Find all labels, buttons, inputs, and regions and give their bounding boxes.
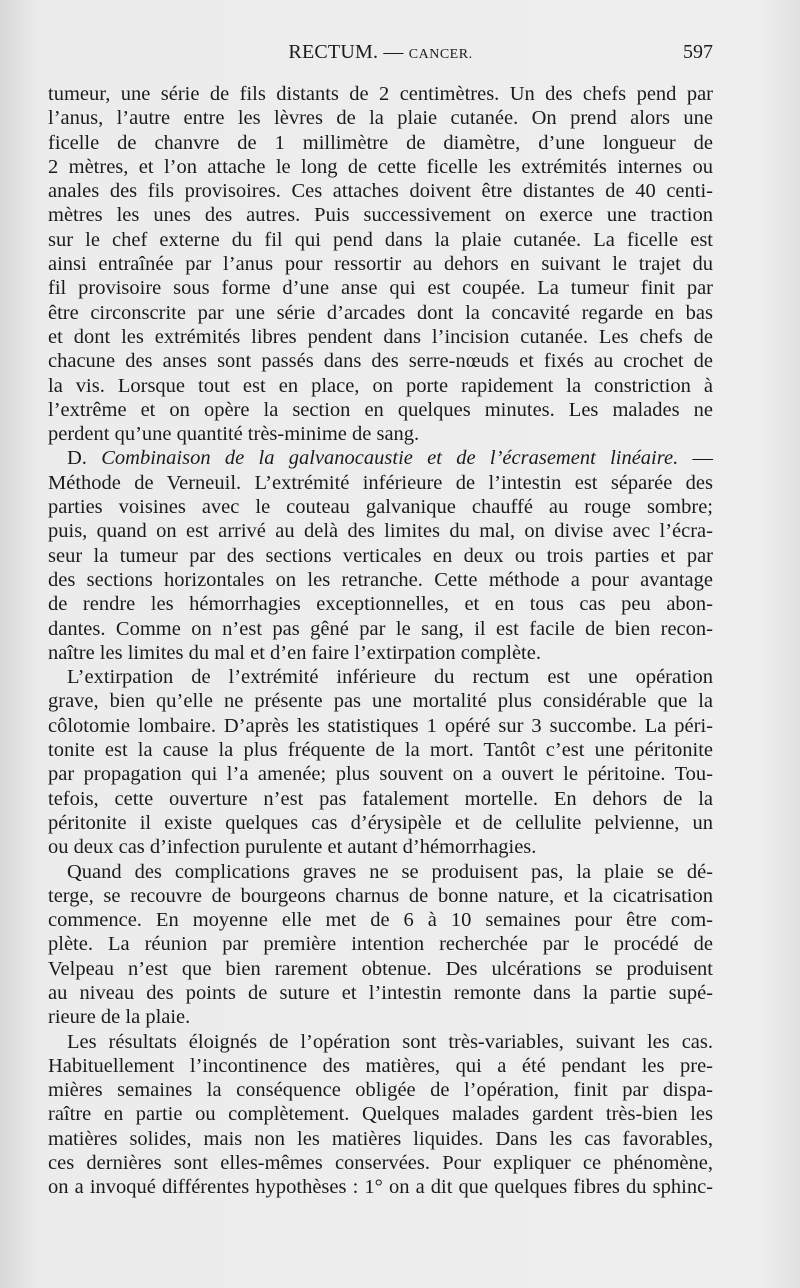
text-line: terge, se recouvre de bourgeons charnus de bonne nature, et la cicatrisation — [48, 884, 713, 907]
text-line: par propagation qui l’a amenée; plus souvent on a ouvert le péritoine. Tou- — [48, 763, 713, 786]
running-title — [48, 41, 713, 64]
text-line: tefois, cette ouverture n’est pas fatalement mortelle. En dehors de la — [48, 787, 713, 810]
page-header — [48, 41, 713, 71]
text-line: et dont les extrémités libres pendent dans l’incision cutanée. Les chefs de — [48, 325, 713, 348]
text-line: naître les limites du mal et d’en faire l’extirpation complète. — [48, 641, 541, 664]
text-line: perdent qu’une quantité très-minime de sang. — [48, 423, 420, 446]
running-title-separator: — — [383, 41, 404, 63]
text-line: de rendre les hémorrhagies exceptionnelles, et en tous cas peu abon- — [48, 593, 713, 616]
section-letter: D. — [67, 447, 102, 470]
text-line: 2 mètres, et l’on attache le long de cette ficelle les extrémités internes ou — [48, 155, 713, 178]
text-line: mètres les unes des autres. Puis successivement on exerce une traction — [48, 204, 713, 227]
text-line: on a invoqué différentes hypothèses : 1° on a dit que quelques fibres du sphinc- — [48, 1176, 713, 1199]
section-heading: Combinaison de la galvanocaustie et de l’écrasement linéaire. — [101, 447, 679, 470]
text-line: ficelle de chanvre de 1 millimètre de diamètre, d’une longueur de — [48, 131, 713, 154]
text-line: des sections horizontales on les retranche. Cette méthode a pour avantage — [48, 568, 713, 591]
text-line: L’extirpation de l’extrémité inférieure du rectum est une opération — [67, 666, 713, 689]
text-line: Les résultats éloignés de l’opération sont très-variables, suivant les cas. — [67, 1030, 713, 1053]
text-line: mières semaines la conséquence obligée de l’opération, finit par dispa- — [48, 1079, 713, 1102]
text-line: rieure de la plaie. — [48, 1006, 191, 1029]
text-line: grave, bien qu’elle ne présente pas une mortalité plus considérable que la — [48, 690, 713, 713]
section-heading-dash: — — [678, 447, 713, 470]
text-line: l’anus, l’autre entre les lèvres de la plaie cutanée. On prend alors une — [48, 107, 713, 130]
section-heading-line — [48, 446, 713, 470]
text-line: parties voisines avec le couteau galvanique chauffé au rouge sombre; — [48, 496, 713, 519]
text-line: Velpeau n’est que bien rarement obtenue. Des ulcérations se produisent — [48, 957, 713, 980]
paragraph — [48, 1030, 713, 1200]
text-line: péritonite il existe quelques cas d’érysipèle et de cellulite pelvienne, un — [48, 811, 713, 834]
text-line: ainsi entraînée par l’anus pour ressortir au dehors en suivant le trajet du — [48, 253, 713, 276]
paragraph — [48, 82, 713, 446]
paragraph — [48, 860, 713, 1030]
text-line: Habituellement l’incontinence des matières, qui a été pendant les pre- — [48, 1054, 713, 1077]
text-line: la vis. Lorsque tout est en place, on porte rapidement la constriction à — [48, 374, 713, 397]
text-line: l’extrême et on opère la section en quelques minutes. Les malades ne — [48, 398, 713, 421]
text-line: seur la tumeur par des sections verticales en deux ou trois parties et par — [48, 544, 713, 567]
text-line: tonite est la cause la plus fréquente de la mort. Tantôt c’est une péritonite — [48, 739, 713, 762]
paragraph-section-d — [48, 446, 713, 665]
text-line: dantes. Comme on n’est pas gêné par le sang, il est facile de bien recon- — [48, 617, 713, 640]
page-number: 597 — [683, 41, 713, 63]
text-line: Méthode de Verneuil. L’extrémité inférieure de l’intestin est séparée des — [48, 471, 713, 494]
text-line: anales des fils provisoires. Ces attaches doivent être distantes de 40 centi- — [48, 180, 713, 203]
text-line: fil provisoire sous forme d’une anse qui est coupée. La tumeur finit par — [48, 277, 713, 300]
text-line: côlotomie lombaire. D’après les statistiques 1 opéré sur 3 succombe. La péri- — [48, 714, 713, 737]
text-line: matières solides, mais non les matières liquides. Dans les cas favorables, — [48, 1127, 713, 1150]
text-line: tumeur, une série de fils distants de 2 centimètres. Un des chefs pend par — [48, 83, 713, 105]
text-line: Quand des complications graves ne se produisent pas, la plaie se dé- — [67, 860, 713, 883]
text-line: plète. La réunion par première intention recherchée par le procédé de — [48, 933, 713, 956]
text-line: ces dernières sont elles-mêmes conservées. Pour expliquer ce phénomène, — [48, 1152, 713, 1175]
text-line: au niveau des points de suture et l’intestin remonte dans la partie supé- — [48, 981, 713, 1004]
paragraph — [48, 665, 713, 859]
text-line: sur le chef externe du fil qui pend dans la plaie cutanée. La ficelle est — [48, 228, 713, 251]
text-line: commence. En moyenne elle met de 6 à 10 semaines pour être com- — [48, 909, 713, 932]
text-line: chacune des anses sont passés dans des serre-nœuds et fixés au crochet de — [48, 350, 713, 373]
running-title-main: RECTUM. — [288, 41, 379, 63]
running-title-subtitle: CANCER. — [408, 47, 473, 62]
body-text — [48, 82, 713, 1200]
text-line: raître en partie ou complètement. Quelques malades gardent très-bien les — [48, 1103, 713, 1126]
text-line: ou deux cas d’infection purulente et autant d’hémorrhagies. — [48, 836, 537, 859]
text-line: puis, quand on est arrivé au delà des limites du mal, on divise avec l’écra- — [48, 520, 713, 543]
text-line: être circonscrite par une série d’arcades dont la concavité regarde en bas — [48, 301, 713, 324]
